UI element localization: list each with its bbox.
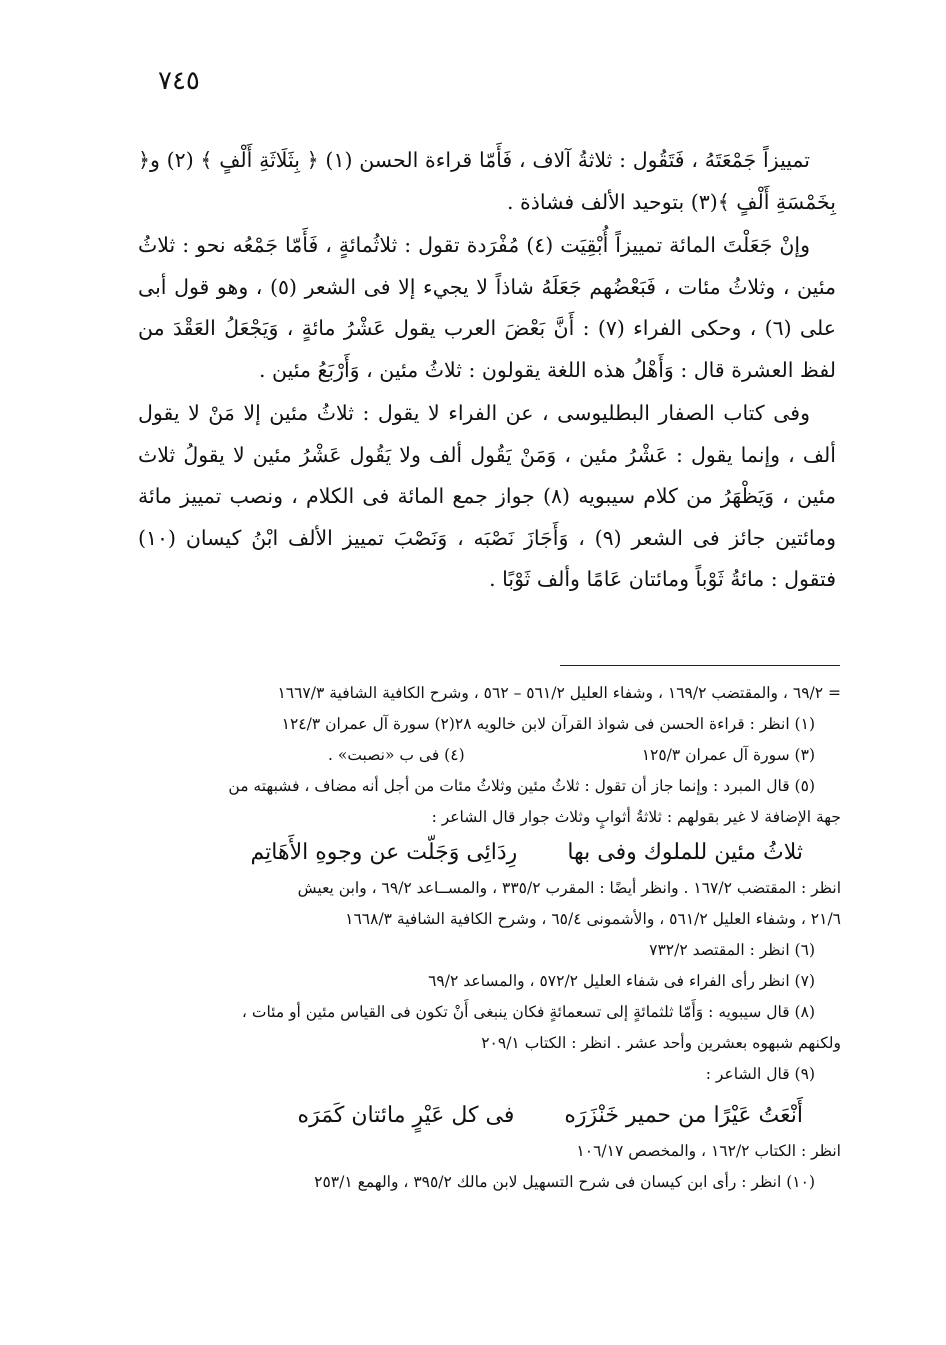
page-number: ٧٤٥	[158, 66, 200, 96]
footnote-1: (١) انظر : قراءة الحسن فى شواذ القرآن لابن خالويه ٢٨	[454, 715, 815, 733]
footnote-10: (١٠) انظر : رأى ابن كيسان فى شرح التسهيل لابن مالك ٣٩٥/٢ ، والهمع ٢٥٣/١	[314, 1173, 815, 1191]
footnote-row-3-4	[138, 740, 841, 771]
paragraph-1: تمييزاً جَمْعَتَهُ ، فَتَقُول : ثلاثةُ آلاف ، فَأَمّا قراءة الحسن (١) ﴿ بِثَلَاثَةِ أَلْفٍ ﴾ (٢) و﴿ بِخَمْسَةِ أَلْفٍ ﴾(٣) بتوحيد الألف فشاذة .	[138, 148, 836, 214]
verse-2-second-hemistich: فى كل عَيْرٍ مائتان كَمَرَه	[297, 1103, 515, 1128]
main-text	[138, 140, 836, 601]
footnote-5-line-1: (٥) قال المبرد : وإنما جاز أن تقول : ثلاثُ مئين وثلاثُ مئات من أجل أنه مضاف ، فشبهته من	[228, 777, 815, 795]
verse-1-first-hemistich: ثلاثُ مئين للملوك وفى بها	[567, 840, 803, 865]
verse-2-first-hemistich: أَنْعَتُ عَيْرًا من حمير خَنْزَرَه	[564, 1103, 803, 1128]
footnote-5-line-2: جهة الإضافة لا غير بقولهم : ثلاثةُ أثوابٍ وثلاث جوار قال الشاعر :	[431, 808, 841, 826]
footnote-5-line-4: ٢١/٦ ، وشفاء العليل ٥٦١/٢ ، والأشمونى ٦٥/٤ ، وشرح الكافية الشافية ١٦٦٨/٣	[345, 910, 841, 928]
footnote-8-line-2: ولكنهم شبهوه بعشرين وأحد عشر . انظر : الكتاب ٢٠٩/١	[481, 1034, 841, 1052]
footnote-9-reference: انظر : الكتاب ١٦٢/٢ ، والمخصص ١٠٦/١٧	[576, 1142, 841, 1160]
footnote-9: (٩) قال الشاعر :	[705, 1065, 815, 1083]
paragraph-3: وفى كتاب الصفار البطليوسى ، عن الفراء لا يقول : ثلاثُ مئين إلا مَنْ لا يقول ألف ، وإنما يقول : عَشْرُ مئين ، وَمَنْ يَقُول ألف ولا يَقُول عَشْرُ مئين لا يقولُ ثلاث مئين ، وَيَظْهَرُ من كلام سيبويه (٨) جواز جمع المائة فى الكلام ، ونصب تمييز مائة ومائتين جائز فى الشعر (٩) ، وَأَجَازَ نَصْبَه ، وَنَصْبَ تمييز الألف ابْنُ كيسان (١٠) فتقول : مائةُ ثَوْباً ومائتان عَامًا وألف ثَوْبًا .	[138, 401, 836, 591]
footnote-divider	[560, 665, 840, 666]
footnote-4: (٤) فى ب «نصبت» .	[328, 746, 465, 764]
verse-1-second-hemistich: رِدَائِى وَجَلّت عن وجوهِ الأَهَاتِم	[250, 840, 518, 865]
verse-2	[138, 1096, 841, 1136]
footnote-6: (٦) انظر : المقتصد ٧٣٢/٢	[649, 941, 815, 959]
paragraph-2: وإنْ جَعَلْتَ المائة تمييزاً أُبْقِيَت (٤) مُفْرَدة تقول : ثلاثُمائةٍ ، فَأَمّا جَمْعُه نحو : ثلاثُ مئين ، وثلاثُ مئات ، فَبَعْضُهم جَعَلَهُ شاذاً لا يجيء إلا فى الشعر (٥) ، وهو قول أبى على (٦) ، وحكى الفراء (٧) : أَنَّ بَعْضَ العرب يقول عَشْرُ مائةٍ ، وَيَجْعَلُ العَقْدَ من لفظ العشرة قال : وَأَهْلُ هذه اللغة يقولون : ثلاثُ مئين ، وَأَرْبَعُ مئين .	[138, 233, 836, 382]
verse-1	[138, 833, 841, 873]
footnote-8-line-1: (٨) قال سيبويه : وَأَمّا ثلثمائةٍ إلى تسعمائةٍ فكان ينبغى أَنْ تكون فى القياس مئين أو مئات ،	[241, 1003, 815, 1021]
footnote-3: (٣) سورة آل عمران ١٢٥/٣	[641, 746, 815, 764]
footnotes	[138, 678, 841, 1198]
footnote-continuation: = ٦٩/٢ ، والمقتضب ١٦٩/٢ ، وشفاء العليل ٥٦١/٢ – ٥٦٢ ، وشرح الكافية الشافية ١٦٦٧/٣	[277, 684, 841, 702]
footnote-5-line-3: انظر : المقتضب ١٦٧/٢ . وانظر أيضًا : المقرب ٣٣٥/٢ ، والمســاعد ٦٩/٢ ، وابن يعيش	[297, 879, 841, 897]
footnote-7: (٧) انظر رأى الفراء فى شفاء العليل ٥٧٢/٢ ، والمساعد ٦٩/٢	[428, 972, 815, 990]
footnote-2: (٢) سورة آل عمران ١٢٤/٣	[281, 715, 455, 733]
footnote-row-1-2	[138, 709, 841, 740]
